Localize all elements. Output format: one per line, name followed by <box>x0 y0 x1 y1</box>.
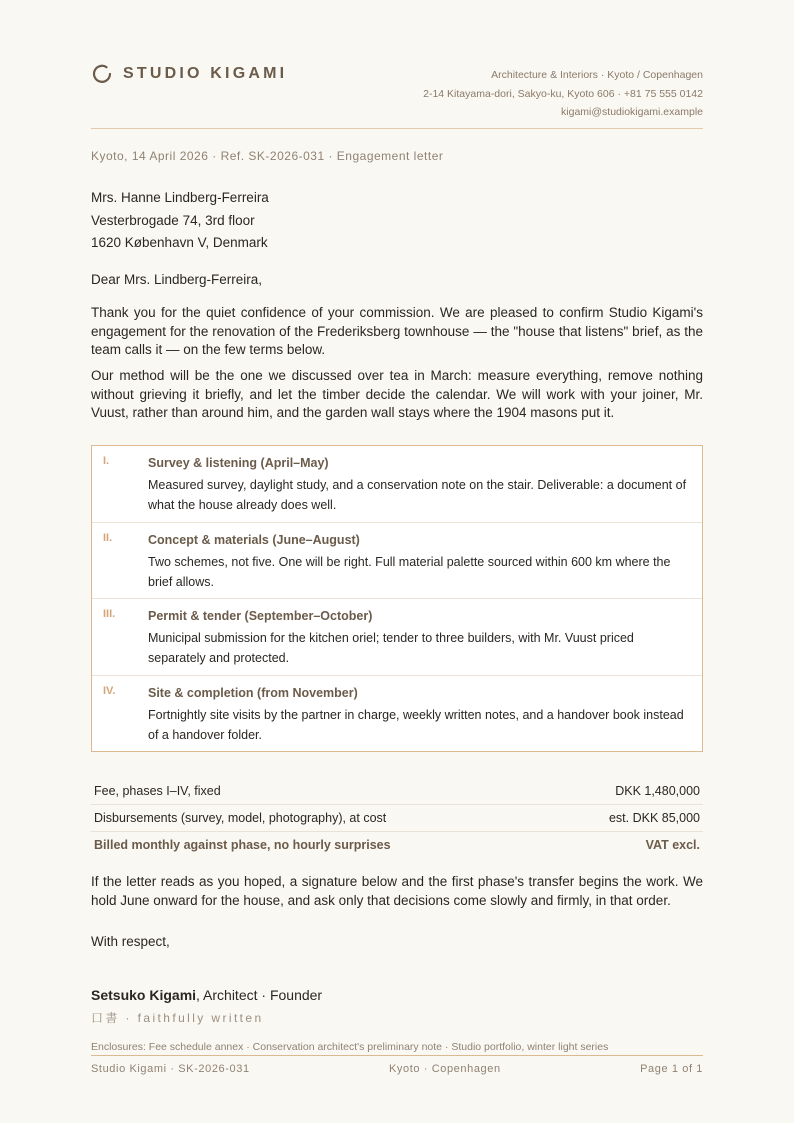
phase-title: Site & completion (from November) <box>148 685 358 700</box>
studio-contact <box>423 66 703 122</box>
fee-table <box>91 778 703 858</box>
dateline: Kyoto, 14 April 2026 · Ref. SK-2026-031 · Engagement letter <box>91 149 444 163</box>
letter-page <box>91 0 703 1123</box>
phases-box <box>91 445 703 752</box>
body-paragraph-2: Our method will be the one we discussed over tea in March: measure everything, remove nothing without grieving it briefly, and let the timber decide the calendar. We will work with your joiner, Mr. Vuust, rather than around him, and the garden wall stays where the 1904 masons put it. <box>91 368 703 420</box>
signatory-name: Setsuko Kigami <box>91 987 197 1003</box>
phase-item <box>92 523 702 600</box>
fee-row-total <box>91 832 703 858</box>
brand <box>91 63 287 85</box>
fee-value: DKK 1,480,000 <box>615 784 700 798</box>
footer-reference: Studio Kigami · SK-2026-031 <box>91 1063 250 1075</box>
phase-description: Two schemes, not five. One will be right. Full material palette sourced within 600 km where the brief allows. <box>148 554 671 589</box>
phase-number: III. <box>103 608 116 620</box>
phase-item <box>92 676 702 752</box>
footer-divider <box>91 1055 703 1056</box>
phase-description: Measured survey, daylight study, and a conservation note on the stair. Deliverable: a document of what the house already does well. <box>148 478 687 512</box>
phase-description: Fortnightly site visits by the partner in charge, weekly written notes, and a handover book instead of a handover folder. <box>148 707 684 742</box>
signatory <box>91 987 322 1003</box>
phase-number: II. <box>103 531 113 544</box>
enclosures: Enclosures: Fee schedule annex · Conservation architect's preliminary note · Studio portfolio, winter light series <box>91 1041 609 1053</box>
phase-item <box>92 599 702 676</box>
phase-title: Survey & listening (April–May) <box>148 456 329 470</box>
signature-line: 口書 · faithfully written <box>91 1011 264 1025</box>
fee-value: VAT excl. <box>645 838 700 852</box>
body-paragraph-3: If the letter reads as you hoped, a signature below and the first phase's transfer begins the work. We hold June onward for the house, and ask only that decisions come slowly and firmly, in that order. <box>91 874 703 908</box>
body-paragraph-1: Thank you for the quiet confidence of your commission. We are pleased to confirm Studio Kigami's engagement for the renovation of the Frederiksberg townhouse — the "house that listens" brief, as the team calls it — on the few terms below. <box>91 305 703 357</box>
enso-circle-icon <box>91 63 113 85</box>
recipient-name: Mrs. Hanne Lindberg-Ferreira <box>91 190 269 205</box>
recipient-address <box>91 187 269 255</box>
phase-title: Concept & materials (June–August) <box>148 532 360 547</box>
fee-label: Disbursements (survey, model, photography), at cost <box>94 811 387 825</box>
phase-item <box>92 446 702 523</box>
header-divider <box>91 128 703 129</box>
contact-line-services: Architecture & Interiors · Kyoto / Copenhagen <box>491 69 703 81</box>
phase-description: Municipal submission for the kitchen oriel; tender to three builders, with Mr. Vuust priced separately and protected. <box>148 631 634 665</box>
footer-locations: Kyoto · Copenhagen <box>389 1063 501 1075</box>
fee-label: Billed monthly against phase, no hourly surprises <box>94 838 391 852</box>
salutation: Dear Mrs. Lindberg-Ferreira, <box>91 272 263 287</box>
contact-line-email[interactable]: kigami@studiokigami.example <box>561 106 703 118</box>
contact-line-address: 2-14 Kitayama-dori, Sakyo-ku, Kyoto 606 · +81 75 555 0142 <box>423 87 703 100</box>
fee-label: Fee, phases I–IV, fixed <box>94 784 221 798</box>
fee-row <box>91 778 703 805</box>
phase-number: I. <box>103 455 110 467</box>
fee-row <box>91 805 703 832</box>
closing: With respect, <box>91 934 170 949</box>
brand-name: STUDIO KIGAMI <box>123 65 288 82</box>
phase-number: IV. <box>103 684 116 697</box>
signatory-role: , Architect · Founder <box>196 987 323 1003</box>
recipient-city: 1620 København V, Denmark <box>91 235 268 250</box>
recipient-street: Vesterbrogade 74, 3rd floor <box>91 212 255 228</box>
fee-value: est. DKK 85,000 <box>608 811 700 825</box>
page-number: Page 1 of 1 <box>640 1063 703 1075</box>
phase-title: Permit & tender (September–October) <box>148 609 373 623</box>
